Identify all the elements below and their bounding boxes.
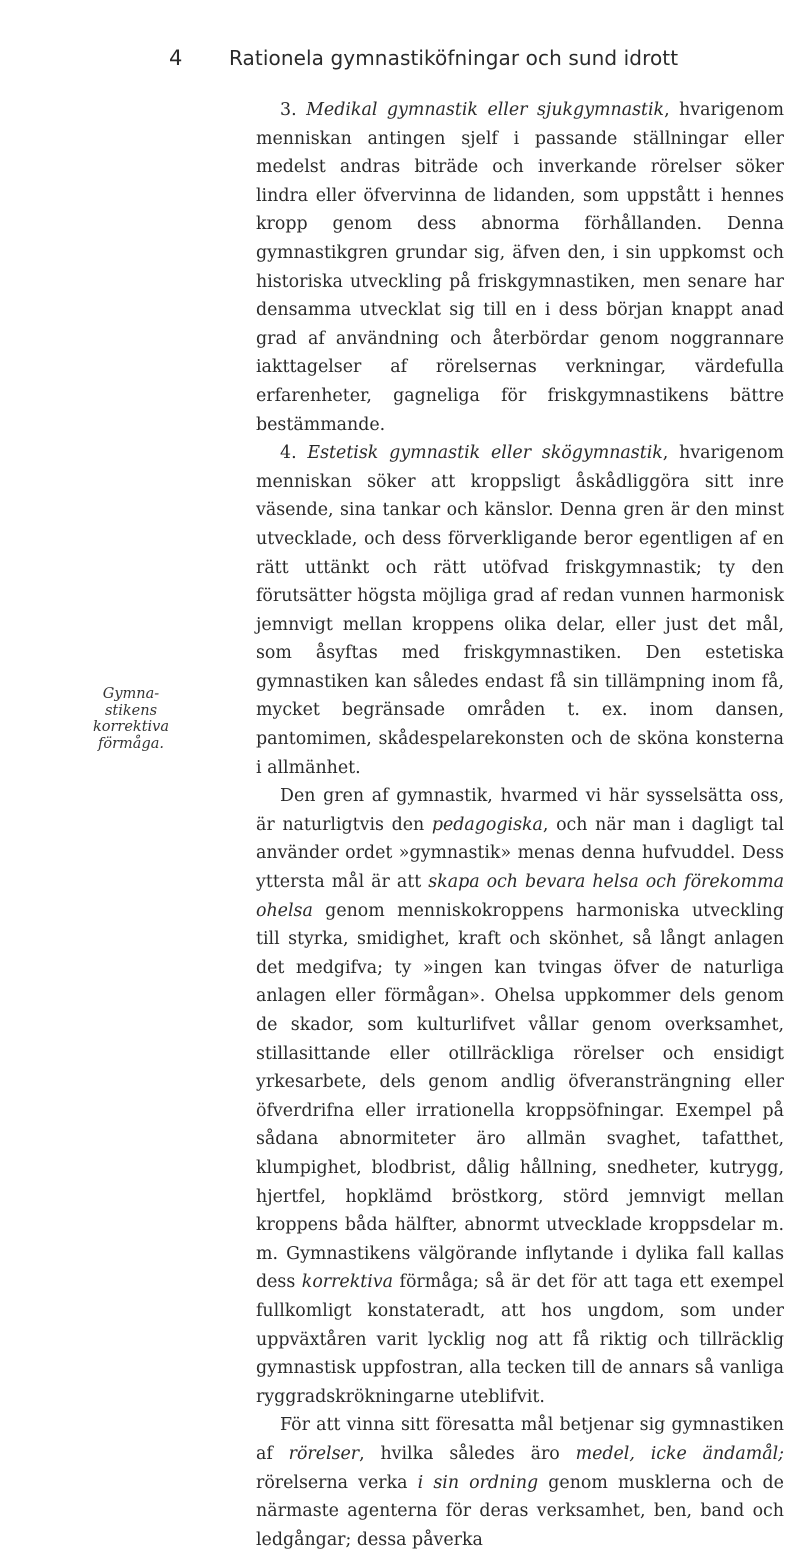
paragraph-text: förmåga; så är det för att taga ett exempel fullkomligt konstateradt, att hos ungdom, som under uppväxtåren varit lycklig nog att få riktig och tillräcklig gymnastisk uppfostran, alla tecken till de annars så vanliga ryggradskrökningarne uteblifvit. bbox=[256, 1272, 784, 1407]
margin-note bbox=[86, 686, 176, 752]
paragraph-text: , och när man i dagligt tal använder ordet »gymnastik» menas denna hufvuddel. Dess yttersta mål är att bbox=[256, 814, 784, 893]
margin-note-line: korrektiva bbox=[92, 719, 170, 735]
term-medel: medel, icke ändamål; bbox=[575, 1443, 784, 1464]
paragraph-text: genom musklerna och de närmaste agenterna för deras verksamhet, ben, band och ledgångar; dessa påverka bbox=[256, 1472, 784, 1550]
paragraph-rorelser bbox=[256, 1411, 784, 1554]
paragraph-text: rörelserna verka bbox=[256, 1472, 418, 1493]
term-medikal-gymnastik: Medikal gymnastik eller sjukgymnastik bbox=[306, 100, 665, 120]
paragraph-text: , hvarigenom menniskan antingen sjelf i passande ställningar eller medelst andras biträde och inverkande rörelser söker lindra eller öfvervinna de lidanden, som uppstått i hennes kropp genom dess abnorma förhållanden. Denna gymnastikgren grundar sig, äfven den, i sin uppkomst och historiska utveckling på friskgymnastiken, men senare har densamma utvecklat sig till en i dess början knappt anad grad af användning och återbördar genom noggrannare iakttagelser af rörelsernas verkningar, värdefulla erfarenheter, gagneliga för friskgymnastikens bättre bestämmande. bbox=[256, 100, 784, 435]
paragraph-text: , hvilka således äro bbox=[359, 1443, 576, 1464]
paragraph-text: , hvarigenom menniskan söker att kroppsligt åskådliggöra sitt inre väsende, sina tankar och känslor. Denna gren är den minst utvecklade, och dess förverkligande beror egentligen af en rätt uttänkt och rätt utöfvad friskgymnastik; ty den förutsätter högsta möjliga grad af redan vunnen harmonisk jemnvigt mellan kroppens olika delar, eller just det mål, som åsyftas med friskgymnastiken. Den estetiska gymnastiken kan således endast få sin tillämpning inom få, mycket begränsade områden t. ex. inom dansen, pantomimen, skådespelarekonsten och de sköna konsterna i allmänhet. bbox=[256, 443, 784, 778]
item-number: 4. bbox=[280, 443, 297, 464]
paragraph-pedagogisk-gymnastik bbox=[256, 782, 784, 1411]
page-header bbox=[0, 46, 800, 78]
paragraph-text: Den gren af gymnastik, hvarmed vi här sysselsätta oss, är naturligtvis den bbox=[256, 786, 784, 835]
margin-note-line: stikens bbox=[104, 702, 158, 719]
page-number: 4 bbox=[169, 46, 183, 70]
term-estetisk-gymnastik: Estetisk gymnastik eller skögymnastik bbox=[307, 443, 663, 464]
item-number: 3. bbox=[280, 100, 297, 120]
margin-note-line: Gymna- bbox=[102, 686, 160, 702]
paragraph-medikal-gymnastik bbox=[256, 96, 784, 439]
body-text bbox=[256, 96, 784, 1554]
term-mal: skapa och bevara helsa och förekomma ohelsa bbox=[256, 872, 785, 921]
term-ordning: i sin ordning bbox=[417, 1472, 539, 1493]
term-korrektiva: korrektiva bbox=[301, 1272, 394, 1293]
paragraph-text: För att vinna sitt föresatta mål betjenar sig gymnastiken af bbox=[256, 1415, 784, 1464]
running-head: Rationela gymnastiköfningar och sund idrott bbox=[229, 46, 679, 70]
margin-note-line: förmåga. bbox=[98, 735, 164, 752]
term-rorelser: rörelser bbox=[288, 1443, 360, 1464]
paragraph-estetisk-gymnastik bbox=[256, 439, 784, 782]
paragraph-text: genom menniskokroppens harmoniska utveckling till styrka, smidighet, kraft och skönhet, så långt anlagen det medgifva; ty »ingen kan tvingas öfver de naturliga anlagen eller förmågan». Ohelsa uppkommer dels genom de skador, som kulturlifvet vållar genom overksamhet, stillasittande eller otillräckliga rörelser och ensidigt yrkesarbete, dels genom andlig öfveransträngning eller öfverdrifna eller irrationella kroppsöfningar. Exempel på sådana abnormiteter äro allmän svaghet, tafatthet, klumpighet, blodbrist, dålig hållning, snedheter, kutrygg, hjertfel, hopklämd bröstkorg, störd jemnvigt mellan kroppens båda hälfter, abnormt utvecklade kroppsdelar m. m. Gymnastikens välgörande inflytande i dylika fall kallas dess bbox=[256, 900, 784, 1293]
term-pedagogiska: pedagogiska bbox=[431, 814, 543, 835]
